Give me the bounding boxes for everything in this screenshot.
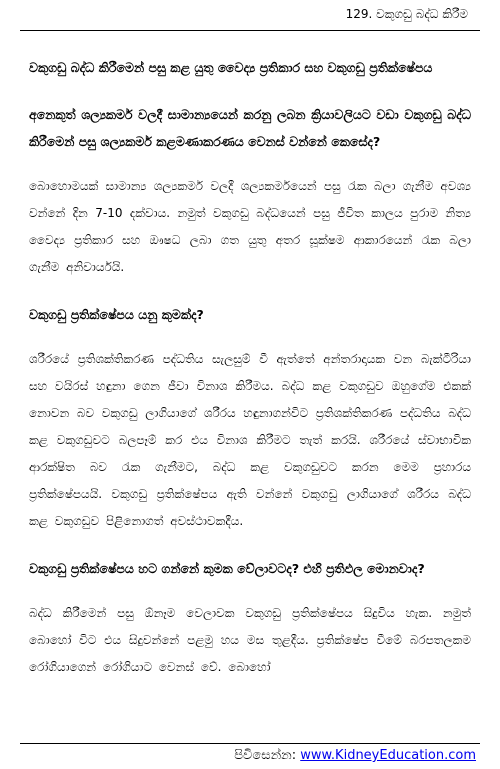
section-what-is-rejection [29,301,471,535]
footer-divider [20,743,480,744]
section-intro [29,54,471,81]
section-surgery-management [29,101,471,281]
section-heading: අනෙකුත් ශල්‍යකර්ම වලදී සාමාන්‍යයෙන් කරනු ලබන ක්‍රියාවලියට වඩා වකුගඩු බද්ධ කිරීමෙන් පසු ශල්‍යකර්ම කළමණාකරණය වෙනස් වන්නේ කෙසේද? [29,107,471,149]
section-heading: වකුගඩු ප්‍රතික්ෂේපය යනු කුමක්ද? [29,307,204,322]
section-paragraph: බොහොමයක් සාමාන්‍ය ශල්‍යකර්ම වලදී ශල්‍යකර්මයෙන් පසු රැක බලා ගැනීම අවශ්‍ය වන්නේ දින 7-10 දක්වාය. නමුත් වකුගඩු බද්ධයෙන් පසු ජීවිත කාලය පුරාම නිත්‍ය වෛද්‍ය ප්‍රතිකාර සහ ඖෂධ ලබා ගත යුතු අතර සූක්ෂම ආකාරයෙන් රැක බලා ගැනීම අනිවාර්යයි. [29,179,471,274]
section-rejection-timing [29,555,471,681]
page-header [20,0,480,31]
section-heading: වකුගඩු බද්ධ කිරීමෙන් පසු කළ යුතු වෛද්‍ය ප්‍රතිකාර සහ වකුගඩු ප්‍රතික්ෂේපය [29,60,433,75]
page-content [29,54,471,701]
section-paragraph: ශරීරයේ ප්‍රතිශක්තිකරණ පද්ධතිය සැලසුම් වී ඇත්තේ අන්තරාදායක වන බැක්ටීරියා සහ වයිරස් හඳුනා ගෙන ජීවා විනාශ කිරීමය. බද්ධ කළ වකුගඩුව ඔහුගේම එකක් නොවන බව වකුගඩු ලාගියාගේ ශරීරය හඳුනාගන්විට ප්‍රතිශක්තිකරණ පද්ධතිය බද්ධ කළ වකුගඩුවට බලපෑම් කර එය විනාශ කිරීමට තැත් කරයි. ශරීරයේ ස්වාභාවික ආරක්ෂිත බව රැක ගැනීමට, බද්ධ කළ වකුගඩුවට කරන මෙම ප්‍රහාරය ප්‍රතික්ෂේපයයි. වකුගඩු ප්‍රතික්ෂේපය ඇති වන්නේ වකුගඩු ලාගියාගේ ශරීරය බද්ධ කළ වකුගඩුව පිළිනොගත් අවස්ථාවකදීය. [29,352,471,528]
page-footer [20,743,480,769]
footer-visit-label: පිවිසෙන්න: [234,748,297,763]
section-heading: වකුගඩු ප්‍රතික්ෂේපය හට ගන්නේ කුමක වේලාවටද? එහි ප්‍රතිඵල මොනවාද? [29,561,425,576]
footer-visit [234,748,476,763]
section-paragraph: බද්ධ කිරීමෙන් පසු ඕනෑම වෙලාවක වකුගඩු ප්‍රතික්ෂේපය සිදුවිය හැක. නමුත් බොහෝ විට එය සිදුවන්නේ පළමු හය මස තුළදීය. ප්‍රතික්ෂේප වීමේ බරපතලකම රෝගියාගෙන් රෝගියාට වෙනස් වේ. බොහෝ [29,606,471,674]
header-divider [20,30,480,31]
website-link[interactable]: www.KidneyEducation.com [300,748,476,763]
page-title: 129. වකුගඩු බද්ධ කිරීම [345,7,468,21]
